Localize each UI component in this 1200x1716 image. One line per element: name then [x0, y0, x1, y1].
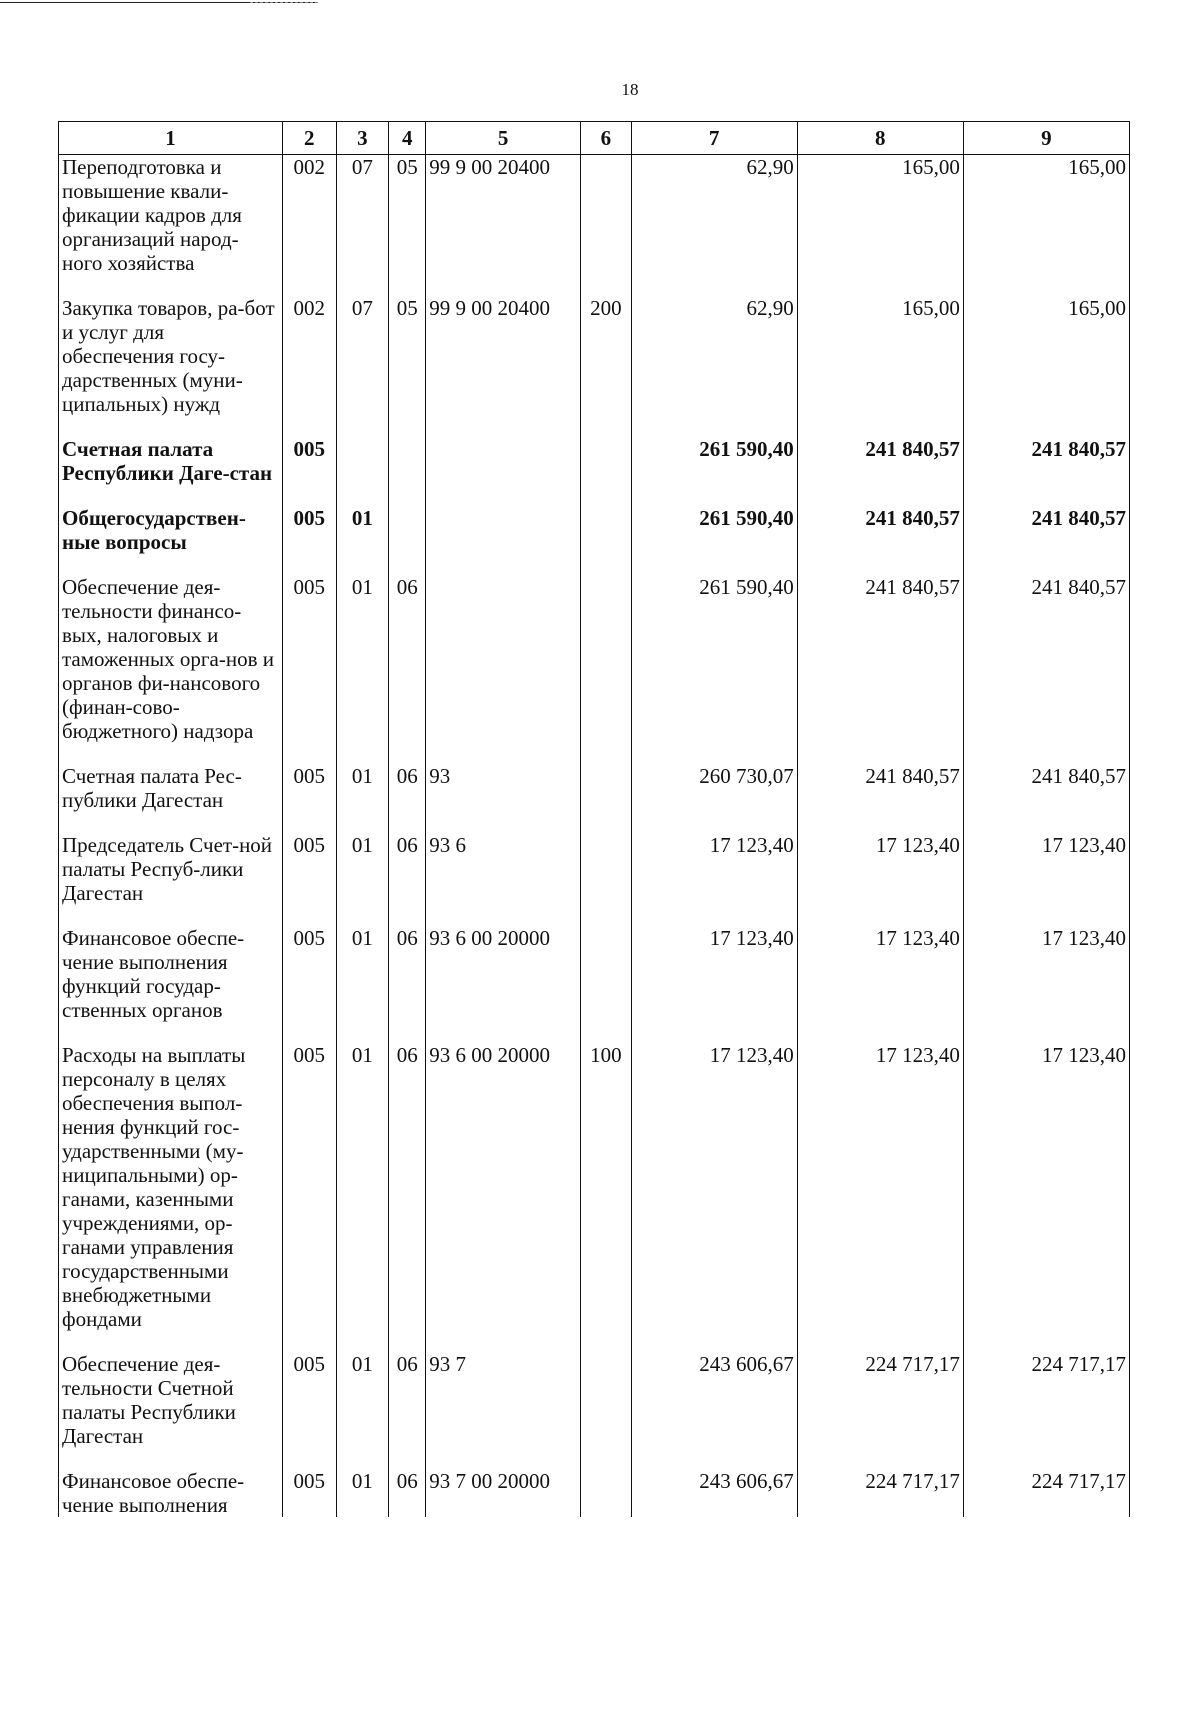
- row-code-3: 01: [336, 764, 389, 833]
- row-value-9: 17 123,40: [963, 833, 1129, 926]
- row-value-7: 17 123,40: [631, 926, 797, 1043]
- table-row: [59, 1043, 1130, 1352]
- table-row: [59, 296, 1130, 437]
- header-col-9: 9: [963, 122, 1129, 155]
- row-value-7: 261 590,40: [631, 575, 797, 764]
- row-value-9: 241 840,57: [963, 764, 1129, 833]
- row-code-4: 06: [389, 764, 426, 833]
- row-code-6: [581, 1469, 632, 1517]
- table-row: [59, 506, 1130, 575]
- row-value-7: 261 590,40: [631, 437, 797, 506]
- row-code-3: 01: [336, 1352, 389, 1469]
- row-code-4: [389, 437, 426, 506]
- table-row: [59, 437, 1130, 506]
- table-row: [59, 833, 1130, 926]
- row-value-8: 224 717,17: [797, 1469, 963, 1517]
- row-value-7: 62,90: [631, 296, 797, 437]
- budget-table: [58, 121, 1130, 1517]
- table-row: [59, 926, 1130, 1043]
- row-code-4: 06: [389, 926, 426, 1043]
- row-code-3: 01: [336, 506, 389, 575]
- row-code-6: [581, 1352, 632, 1469]
- row-value-7: 243 606,67: [631, 1469, 797, 1517]
- row-code-6: [581, 155, 632, 297]
- row-name: Закупка товаров, ра-бот и услуг для обеспечения госу-дарственных (муни-ципальных) нужд: [59, 296, 283, 437]
- row-code-5: 93 6: [426, 833, 581, 926]
- row-code-6: [581, 833, 632, 926]
- row-name: Финансовое обеспе-чение выполнения: [59, 1469, 283, 1517]
- row-name: Обеспечение дея-тельности Счетной палаты Республики Дагестан: [59, 1352, 283, 1469]
- table-row: [59, 764, 1130, 833]
- row-code-6: [581, 926, 632, 1043]
- row-code-2: 005: [282, 833, 336, 926]
- header-col-7: 7: [631, 122, 797, 155]
- row-name: Финансовое обеспе-чение выполнения функций государ-ственных органов: [59, 926, 283, 1043]
- row-value-9: 241 840,57: [963, 437, 1129, 506]
- row-code-6: [581, 506, 632, 575]
- row-value-8: 241 840,57: [797, 437, 963, 506]
- header-col-6: 6: [581, 122, 632, 155]
- row-code-4: 06: [389, 575, 426, 764]
- row-name: Общегосударствен-ные вопросы: [59, 506, 283, 575]
- row-value-9: 241 840,57: [963, 506, 1129, 575]
- row-code-6: [581, 437, 632, 506]
- row-name: Счетная палата Рес-публики Дагестан: [59, 764, 283, 833]
- row-code-4: [389, 506, 426, 575]
- row-code-3: 01: [336, 833, 389, 926]
- row-code-6: [581, 764, 632, 833]
- row-value-8: 241 840,57: [797, 506, 963, 575]
- row-code-5: 93 6 00 20000: [426, 1043, 581, 1352]
- row-code-5: 93 6 00 20000: [426, 926, 581, 1043]
- row-code-4: 06: [389, 1352, 426, 1469]
- header-col-3: 3: [336, 122, 389, 155]
- table-row: [59, 155, 1130, 297]
- header-col-5: 5: [426, 122, 581, 155]
- row-code-2: 005: [282, 1043, 336, 1352]
- row-code-2: 005: [282, 506, 336, 575]
- row-value-9: 165,00: [963, 155, 1129, 297]
- row-name: Счетная палата Республики Даге-стан: [59, 437, 283, 506]
- row-code-3: 07: [336, 296, 389, 437]
- row-value-9: 224 717,17: [963, 1469, 1129, 1517]
- row-code-3: 07: [336, 155, 389, 297]
- row-code-5: [426, 506, 581, 575]
- row-code-6: [581, 575, 632, 764]
- row-code-2: 005: [282, 1352, 336, 1469]
- row-name: Переподготовка и повышение квали-фикации кадров для организаций народ-ного хозяйства: [59, 155, 283, 297]
- row-value-9: 17 123,40: [963, 1043, 1129, 1352]
- header-col-1: 1: [59, 122, 283, 155]
- row-code-3: 01: [336, 1469, 389, 1517]
- row-code-3: 01: [336, 1043, 389, 1352]
- row-code-3: [336, 437, 389, 506]
- table-row: [59, 1469, 1130, 1517]
- row-code-5: 99 9 00 20400: [426, 296, 581, 437]
- header-col-8: 8: [797, 122, 963, 155]
- table-body: [59, 155, 1130, 1518]
- row-value-8: 165,00: [797, 296, 963, 437]
- row-value-7: 261 590,40: [631, 506, 797, 575]
- row-code-3: 01: [336, 926, 389, 1043]
- row-code-2: 005: [282, 764, 336, 833]
- row-code-6: 200: [581, 296, 632, 437]
- row-code-5: 93 7: [426, 1352, 581, 1469]
- row-value-7: 17 123,40: [631, 833, 797, 926]
- row-code-4: 06: [389, 833, 426, 926]
- row-code-2: 005: [282, 926, 336, 1043]
- row-name: Председатель Счет-ной палаты Респуб-лики Дагестан: [59, 833, 283, 926]
- row-name: Расходы на выплаты персоналу в целях обеспечения выпол-нения функций гос-ударственными (му-ниципальными) ор-ганами, казенными учреждениями, ор-ганами управления государственными внебюджетными фондами: [59, 1043, 283, 1352]
- header-col-4: 4: [389, 122, 426, 155]
- row-value-8: 17 123,40: [797, 1043, 963, 1352]
- row-code-3: 01: [336, 575, 389, 764]
- row-value-7: 62,90: [631, 155, 797, 297]
- row-value-8: 17 123,40: [797, 926, 963, 1043]
- row-value-9: 17 123,40: [963, 926, 1129, 1043]
- row-code-4: 06: [389, 1469, 426, 1517]
- row-code-6: 100: [581, 1043, 632, 1352]
- header-col-2: 2: [282, 122, 336, 155]
- row-value-8: 224 717,17: [797, 1352, 963, 1469]
- header-row: [59, 122, 1130, 155]
- row-code-5: 99 9 00 20400: [426, 155, 581, 297]
- row-value-8: 241 840,57: [797, 764, 963, 833]
- table-row: [59, 1352, 1130, 1469]
- row-code-4: 06: [389, 1043, 426, 1352]
- row-name: Обеспечение дея-тельности финансо-вых, налоговых и таможенных орга-нов и органов фи-нансового (финан-сово-бюджетного) надзора: [59, 575, 283, 764]
- row-code-5: [426, 575, 581, 764]
- row-code-5: 93 7 00 20000: [426, 1469, 581, 1517]
- table-row: [59, 575, 1130, 764]
- row-code-5: 93: [426, 764, 581, 833]
- row-value-8: 241 840,57: [797, 575, 963, 764]
- row-code-2: 002: [282, 296, 336, 437]
- top-rule-dash: [250, 2, 318, 3]
- row-value-7: 243 606,67: [631, 1352, 797, 1469]
- row-code-2: 002: [282, 155, 336, 297]
- row-code-2: 005: [282, 437, 336, 506]
- page-number: 18: [621, 80, 639, 99]
- row-value-8: 17 123,40: [797, 833, 963, 926]
- row-value-9: 224 717,17: [963, 1352, 1129, 1469]
- row-value-8: 165,00: [797, 155, 963, 297]
- row-code-2: 005: [282, 575, 336, 764]
- row-value-7: 17 123,40: [631, 1043, 797, 1352]
- row-code-2: 005: [282, 1469, 336, 1517]
- row-value-9: 241 840,57: [963, 575, 1129, 764]
- row-value-7: 260 730,07: [631, 764, 797, 833]
- row-code-5: [426, 437, 581, 506]
- row-value-9: 165,00: [963, 296, 1129, 437]
- row-code-4: 05: [389, 296, 426, 437]
- row-code-4: 05: [389, 155, 426, 297]
